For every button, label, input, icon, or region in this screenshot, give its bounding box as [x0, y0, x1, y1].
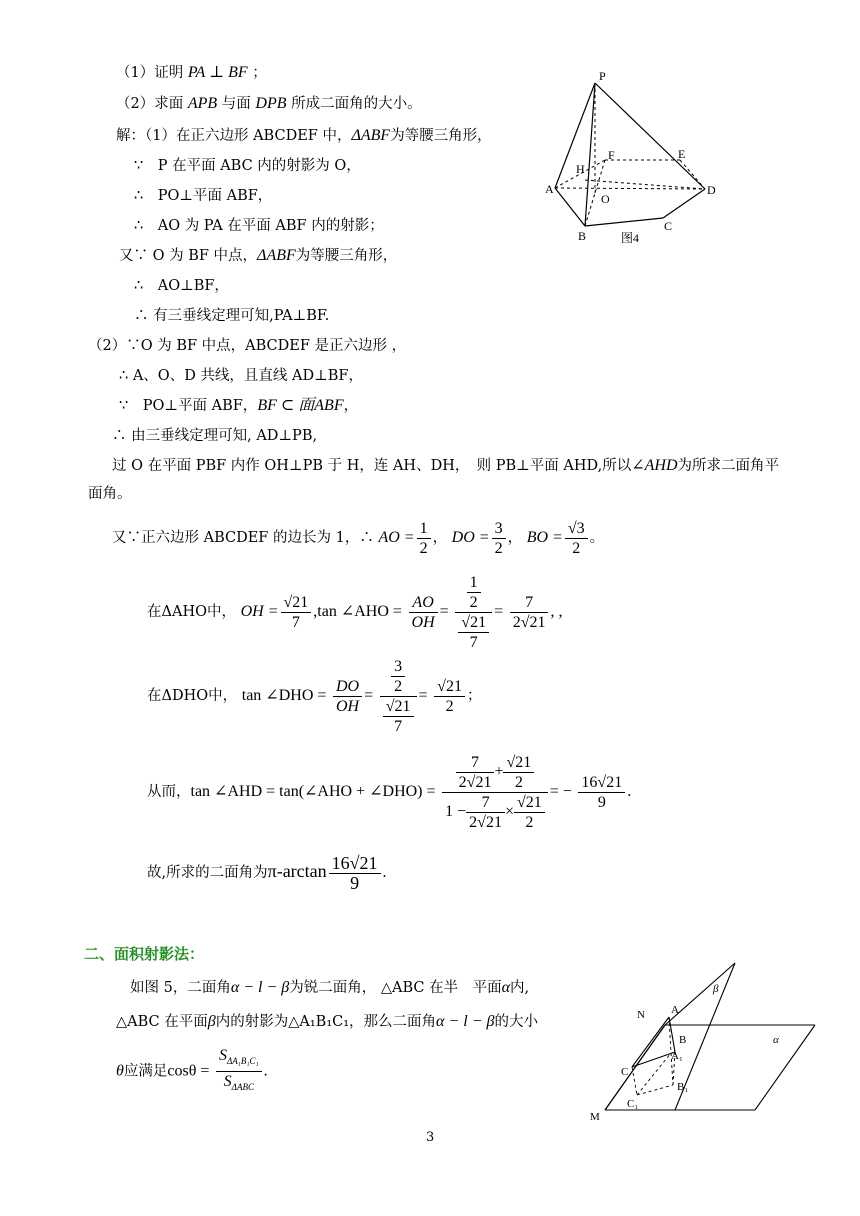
question-2-text: （2）求面	[116, 96, 184, 112]
question-1-end: ；	[252, 65, 267, 81]
solution-line-10-math: BF ⊂ 面ABF	[257, 397, 344, 414]
solution-line-5-b: 为等腰三角形，	[295, 248, 398, 264]
compound-num-1	[455, 573, 492, 613]
bn-b-d: 2	[514, 773, 523, 791]
aho-label: 在ΔAHO中，	[147, 604, 236, 620]
page-number: 3	[426, 1130, 435, 1145]
ahd-equation	[147, 752, 631, 832]
question-2-end: 所成二面角的大小。	[291, 96, 422, 112]
do-fraction	[492, 519, 506, 558]
s2-l1-c: 内,	[510, 980, 530, 996]
label-c5: C	[621, 1066, 629, 1078]
c2-num-n: 3	[391, 657, 405, 677]
solution-line-6: ∴ AO⊥BF，	[134, 278, 229, 294]
label-b5: B	[679, 1034, 687, 1046]
tan-dho-label: tan ∠DHO =	[241, 687, 327, 704]
big-den	[442, 793, 548, 832]
r2-den: 2	[445, 697, 454, 715]
do-top: DO	[333, 677, 362, 697]
area-num	[216, 1046, 262, 1072]
bo-label: BO =	[526, 529, 563, 546]
do-den: 2	[494, 539, 503, 557]
label-n: N	[637, 1009, 645, 1021]
eq-3: =	[364, 687, 374, 704]
ans-period: .	[382, 864, 387, 881]
solution-line-10	[119, 396, 358, 416]
ao-fraction	[417, 519, 431, 558]
answer-text: 故,所求的二面角为	[147, 865, 268, 881]
label-m: M	[590, 1111, 600, 1123]
solution-line-2: ∵ P 在平面 ABC 内的射影为 O，	[134, 158, 361, 174]
figure-4-pyramid	[545, 68, 730, 253]
compound-fraction-1	[455, 573, 492, 652]
label-o: O	[601, 192, 610, 206]
s2-l3-period: .	[263, 1062, 268, 1080]
bd-a-d: 2√21	[469, 813, 502, 831]
dho-label: 在ΔDHO中，	[147, 688, 238, 704]
oh-fraction	[281, 593, 312, 632]
s2-l2-b: 内的射影为△A₁B₁C₁，那么二面角	[215, 1014, 437, 1030]
label-d: D	[707, 183, 716, 197]
r1-num: 7	[510, 593, 549, 613]
solution-line-12	[112, 456, 779, 476]
bd-b-n: √21	[514, 793, 545, 813]
answer-fraction	[329, 854, 381, 893]
ao-over-oh	[409, 593, 438, 632]
result-fraction-3	[578, 773, 625, 812]
solution-line-1-b: 为等腰三角形，	[390, 128, 492, 144]
r1-den: 2√21	[512, 613, 546, 631]
s2-l2-a: △ABC 在平面	[116, 1014, 208, 1030]
c1-num-n: 1	[467, 573, 481, 593]
solution-line-5-a: 又∵ O 为 BF 中点，	[119, 248, 258, 264]
solution-line-1	[116, 126, 492, 146]
sep-5: ；	[466, 688, 482, 704]
label-alpha: α	[773, 1034, 779, 1046]
figure-4-caption: 图4	[621, 231, 640, 245]
c2-den-n: √21	[383, 697, 414, 717]
dho-equation	[147, 656, 481, 736]
do-num: 3	[492, 519, 506, 539]
ao-top: AO	[409, 593, 438, 613]
area-ratio	[216, 1046, 262, 1097]
ao-label: AO =	[378, 529, 415, 546]
solution-line-9: ∴ A、O、D 共线，且直线 AD⊥BF，	[119, 368, 363, 384]
s2-l1-math2: α	[501, 979, 511, 996]
oh-bottom-2: OH	[336, 697, 360, 715]
compound-fraction-2	[380, 657, 417, 736]
s-bot: S	[223, 1073, 232, 1091]
result-fraction-1	[510, 593, 549, 632]
solution-line-12-a: 过 O 在平面 PBF 内作 OH⊥PB 于 H，连 AH、DH， 则 PB⊥平面 AHD,所以	[112, 458, 632, 474]
result-fraction-2	[434, 677, 465, 716]
solution-line-1-a: 解：（1）在正六边形 ABCDEF 中，	[116, 128, 352, 144]
question-2-mid: 与面	[221, 96, 251, 112]
question-1-math: PA ⊥ BF	[187, 64, 248, 81]
do-label: DO =	[451, 529, 490, 546]
plus-sign: +	[494, 762, 504, 780]
c1-den-n: √21	[458, 613, 489, 633]
oh-den: 7	[291, 613, 300, 631]
ans-num: 16√21	[329, 854, 381, 874]
big-num	[442, 753, 548, 793]
solution-line-11: ∴ 由三垂线定理可知, AD⊥PB,	[112, 428, 318, 444]
label-h: H	[576, 162, 585, 176]
sep-1: ，	[432, 530, 448, 546]
bn-a-n: 7	[456, 753, 495, 773]
ans-den: 9	[350, 872, 360, 893]
label-f: F	[608, 148, 615, 162]
tan-ahd-label: tan ∠AHD = tan(∠AHO + ∠DHO) =	[190, 783, 436, 800]
solution-line-5	[119, 246, 397, 266]
answer-line	[147, 846, 387, 898]
bn-a-d: 2√21	[458, 773, 492, 791]
section-2-line-3	[116, 1046, 268, 1097]
sep-2: ，	[507, 530, 523, 546]
s2-l1-b: 为锐二面角， △ABC 在半 平面	[289, 980, 502, 996]
solution-line-10-a: ∵ PO⊥平面 ABF，	[119, 398, 258, 414]
label-c: C	[664, 219, 673, 233]
s2-l3-b: 应满足	[123, 1063, 168, 1080]
oh-num: √21	[281, 593, 312, 613]
question-1	[116, 63, 267, 83]
oh-bottom: OH	[411, 613, 435, 631]
label-p: P	[599, 69, 606, 83]
tan-aho-label: ,tan ∠AHO =	[313, 603, 402, 620]
times-sign: ×	[504, 802, 514, 820]
s2-l2-math2: α − l − β	[436, 1013, 495, 1030]
s-top: S	[218, 1047, 227, 1064]
eq-1: =	[439, 603, 449, 620]
c1-den-d: 7	[469, 633, 478, 651]
ao-den: 2	[419, 539, 428, 557]
section-2-line-1	[130, 978, 529, 998]
eq-4: =	[418, 687, 428, 704]
solution-line-14-a: 又∵正六边形 ABCDEF 的边长为 1，∴	[112, 530, 374, 546]
question-2-plane-a: APB	[187, 95, 218, 112]
solution-line-3: ∴ PO⊥平面 ABF，	[134, 188, 273, 204]
solution-line-13: 面角。	[88, 486, 132, 502]
solution-line-10-b: ，	[343, 398, 359, 414]
s2-l1-math1: α − l − β	[230, 979, 290, 996]
question-1-text: （1）证明	[116, 65, 184, 81]
question-2-plane-b: DPB	[255, 95, 287, 112]
s-bot-sub: ΔABC	[231, 1082, 254, 1093]
c2-den-d: 7	[394, 717, 403, 735]
neg-eq: = −	[549, 783, 572, 800]
solution-line-8: （2）∵O 为 BF 中点，ABCDEF 是正六边形 ，	[88, 338, 407, 354]
label-a5: A	[671, 1004, 679, 1016]
one-minus: 1 −	[445, 802, 467, 820]
sep-3: 。	[589, 530, 605, 546]
label-e: E	[678, 147, 686, 161]
s-top-sub: ΔA₁B₁C₁	[226, 1056, 259, 1067]
sep-4: , ,	[550, 603, 563, 620]
r3-num: 16√21	[578, 773, 625, 793]
bn-b-n: √21	[503, 753, 534, 773]
sep-6: .	[627, 783, 632, 800]
label-c1: C₁	[627, 1098, 639, 1110]
c2-num-d: 2	[394, 677, 403, 695]
label-a1: A₁	[671, 1050, 683, 1062]
do-over-oh	[333, 677, 362, 716]
figure-5-dihedral	[585, 955, 820, 1130]
solution-line-12-b: 为所求二面角平	[677, 458, 779, 474]
section-2-line-2	[116, 1012, 538, 1032]
hence-label: 从而，	[147, 784, 191, 800]
solution-line-14	[112, 516, 604, 560]
section-2-title: 二、面积射影法：	[84, 945, 205, 963]
eq-2: =	[494, 603, 504, 620]
label-a: A	[545, 182, 554, 196]
s2-l2-c: 的大小	[494, 1014, 538, 1030]
solution-line-5-math: ΔABF	[257, 247, 296, 264]
label-b: B	[578, 229, 587, 243]
cos-theta: cosθ =	[167, 1062, 210, 1080]
label-beta: β	[713, 983, 719, 995]
r3-den: 9	[597, 793, 606, 811]
compound-num-2	[380, 657, 417, 697]
theta: θ	[116, 1062, 124, 1080]
solution-line-1-math: ΔABF	[351, 127, 391, 144]
bo-fraction	[565, 519, 588, 558]
big-fraction	[442, 753, 548, 832]
bo-num: √3	[565, 519, 588, 539]
answer-math: π-arctan	[267, 861, 327, 881]
solution-line-4: ∴ AO 为 PA 在平面 ABF 内的射影；	[134, 218, 384, 234]
bo-den: 2	[572, 539, 581, 557]
r2-num: √21	[434, 677, 465, 697]
s2-l2-math1: β	[207, 1013, 216, 1030]
bd-b-d: 2	[525, 813, 534, 831]
bd-a-n: 7	[466, 793, 505, 813]
area-den	[216, 1072, 262, 1097]
question-2	[116, 94, 422, 114]
compound-den-1	[455, 613, 492, 652]
oh-label: OH =	[240, 603, 279, 620]
solution-line-12-math: ∠AHD	[631, 457, 678, 474]
ao-num: 1	[417, 519, 431, 539]
solution-line-7: ∴ 有三垂线定理可知,PA⊥BF.	[134, 308, 330, 324]
aho-equation	[147, 572, 562, 652]
c1-num-d: 2	[469, 593, 478, 611]
s2-l1-a: 如图 5，二面角	[130, 980, 231, 996]
compound-den-2	[380, 697, 417, 736]
label-b1: B₁	[677, 1081, 689, 1093]
